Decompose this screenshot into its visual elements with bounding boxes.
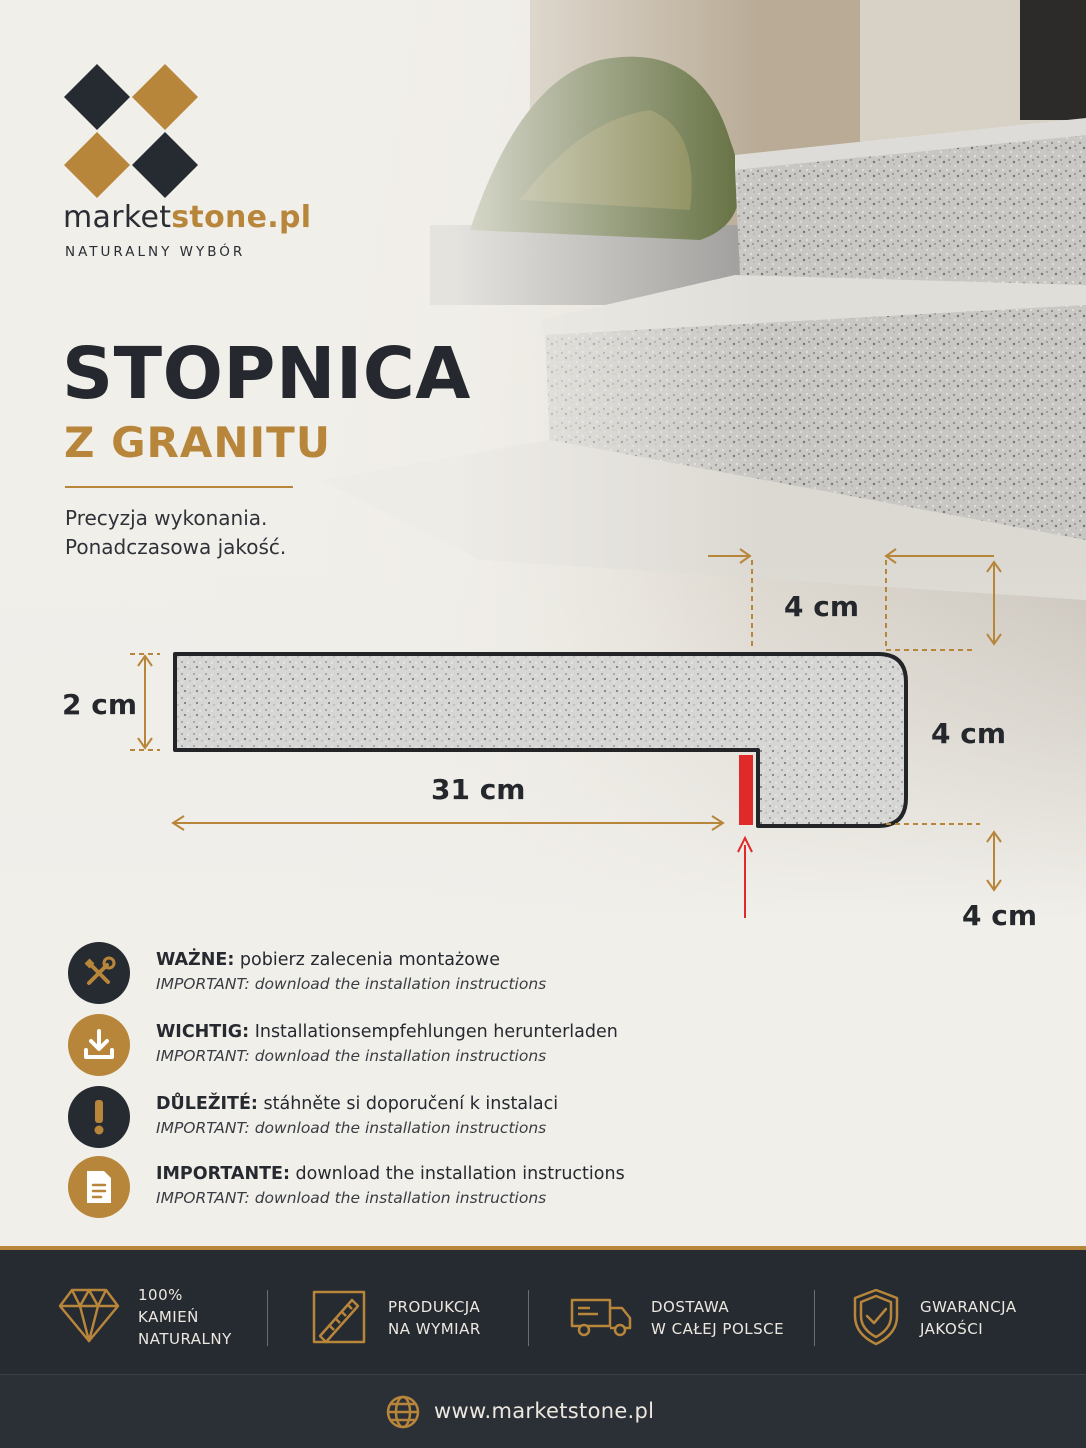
- feature-natural-stone-label: 100% KAMIEŃ NATURALNY: [138, 1286, 232, 1348]
- tools-icon: [68, 942, 130, 1004]
- brand-name: marketstone.pl: [63, 200, 312, 235]
- feature-custom-production-label: PRODUKCJA NA WYMIAR: [388, 1298, 481, 1338]
- dim-thickness-label: 2 cm: [62, 688, 138, 721]
- dim-bottom-offset-label: 4 cm: [962, 899, 1038, 932]
- feature-delivery-label: DOSTAWA W CAŁEJ POLSCE: [651, 1298, 785, 1338]
- document-icon: [68, 1156, 130, 1218]
- step-profile: [175, 654, 906, 826]
- claim-quality: Ponadczasowa jakość.: [65, 535, 287, 559]
- dim-front-height-label: 4 cm: [931, 717, 1007, 750]
- page-subtitle: Z GRANITU: [64, 418, 331, 467]
- feature-natural-stone: [58, 1250, 258, 1374]
- dim-top-overhang-label: 4 cm: [784, 590, 860, 623]
- page-title: STOPNICA: [62, 332, 471, 415]
- notice-de-text: WICHTIG: Installationsempfehlungen herunterladen: [156, 1022, 618, 1042]
- feature-separator: [267, 1290, 268, 1346]
- ruler-icon: [312, 1290, 366, 1344]
- globe-icon: [385, 1394, 421, 1430]
- download-icon: [68, 1014, 130, 1076]
- feature-delivery: [570, 1250, 800, 1374]
- claim-precision: Precyzja wykonania.: [65, 506, 268, 530]
- notice-it-text: IMPORTANTE: download the installation instructions: [156, 1164, 625, 1184]
- notice-pl-en: IMPORTANT: download the installation instructions: [156, 975, 547, 993]
- notice-german[interactable]: [68, 1014, 768, 1076]
- feature-warranty: [852, 1250, 1052, 1374]
- notice-pl-text: WAŻNE: pobierz zalecenia montażowe: [156, 950, 500, 970]
- notice-cz-text: DŮLEŽITÉ: stáhněte si doporučení k instalaci: [156, 1094, 559, 1114]
- website-link[interactable]: www.marketstone.pl: [434, 1399, 655, 1423]
- installation-notices: [0, 918, 1086, 1248]
- dim-depth-label: 31 cm: [431, 773, 526, 806]
- drip-groove-marker: [739, 755, 753, 825]
- notice-other[interactable]: [68, 1156, 768, 1218]
- features-bar: [0, 1250, 1086, 1374]
- feature-custom-production: [312, 1250, 512, 1374]
- exclamation-icon: [68, 1086, 130, 1148]
- shield-check-icon: [852, 1288, 900, 1346]
- notice-cz-en: IMPORTANT: download the installation instructions: [156, 1119, 547, 1137]
- notice-it-en: IMPORTANT: download the installation instructions: [156, 1189, 547, 1207]
- notice-czech[interactable]: [68, 1086, 768, 1148]
- brand-tagline: NATURALNY WYBÓR: [65, 244, 246, 260]
- feature-separator: [528, 1290, 529, 1346]
- feature-separator: [814, 1290, 815, 1346]
- footer: [0, 1374, 1086, 1448]
- feature-warranty-label: GWARANCJA JAKOŚCI: [920, 1298, 1017, 1338]
- diamond-icon: [58, 1286, 120, 1344]
- notice-polish[interactable]: [68, 942, 768, 1004]
- truck-icon: [570, 1296, 632, 1338]
- notice-de-en: IMPORTANT: download the installation instructions: [156, 1047, 547, 1065]
